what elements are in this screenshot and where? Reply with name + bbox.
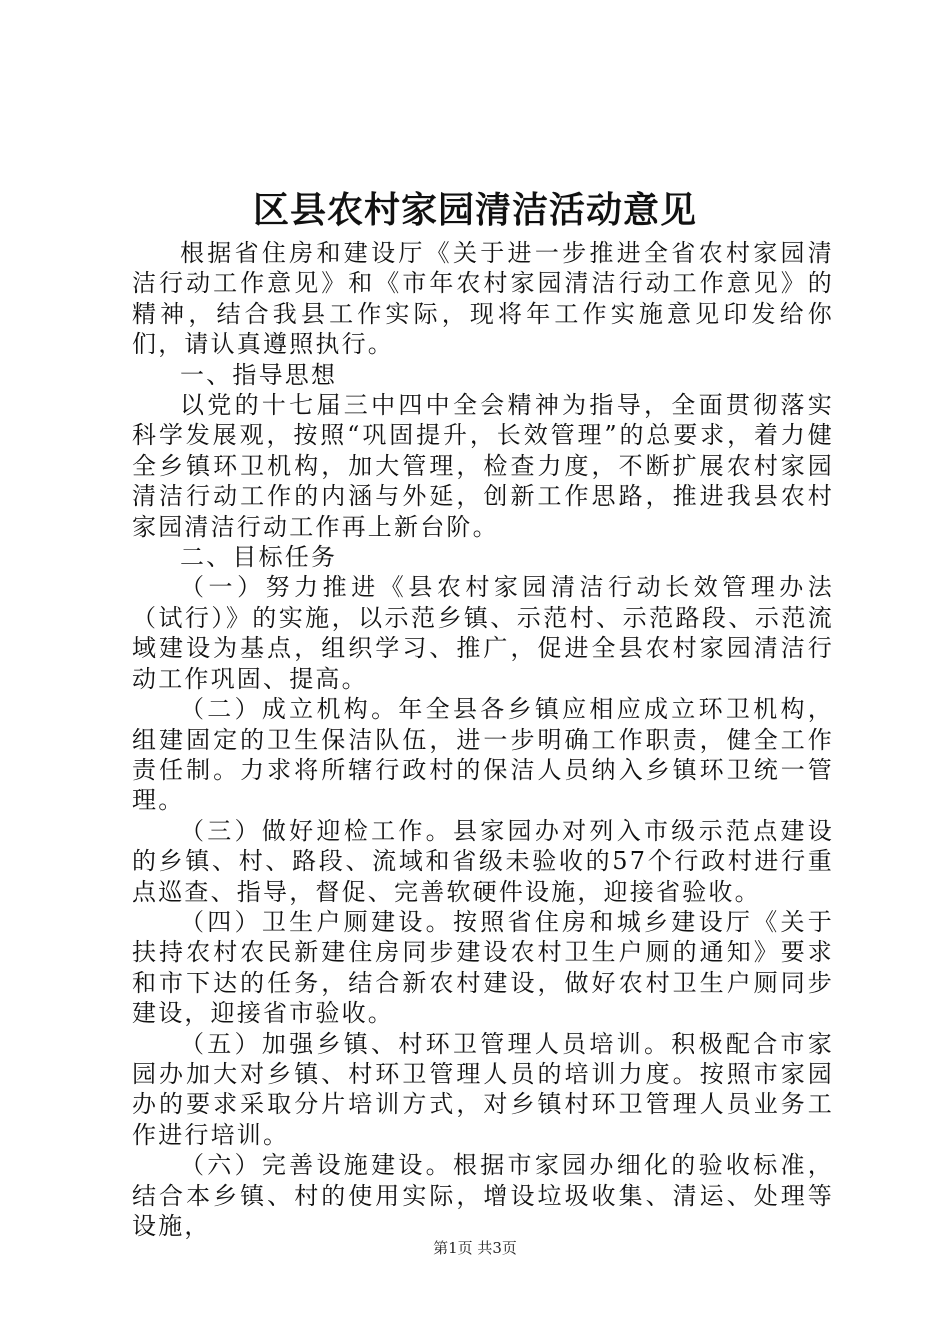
section-heading-guiding-thought: 一、指导思想 — [180, 360, 338, 389]
page-footer: 第1页 共3页 — [433, 1239, 517, 1257]
guiding-thought-paragraph: 以党的十七届三中四中全会精神为指导，全面贯彻落实科学发展观，按照“巩固提升，长效管理”的总要求，着力健全乡镇环卫机构，加大管理，检查力度，不断扩展农村家园清洁行动工作的内涵与外延，创新工作思路，推进我县农村家园清洁行动工作再上新台阶。 — [132, 391, 834, 541]
goal-item-5: （五）加强乡镇、村环卫管理人员培训。积极配合市家园办加大对乡镇、村环卫管理人员的培训力度。按照市家园办的要求采取分片培训方式，对乡镇村环卫管理人员业务工作进行培训。 — [132, 1029, 834, 1149]
goal-item-4: （四）卫生户厕建设。按照省住房和城乡建设厅《关于扶持农村农民新建住房同步建设农村卫生户厕的通知》要求和市下达的任务，结合新农村建设，做好农村卫生户厕同步建设，迎接省市验收。 — [132, 907, 834, 1028]
intro-paragraph: 根据省住房和建设厅《关于进一步推进全省农村家园清洁行动工作意见》和《市年农村家园清洁行动工作意见》的精神，结合我县工作实际，现将年工作实施意见印发给你们，请认真遵照执行。 — [132, 239, 834, 359]
goal-item-1: （一）努力推进《县农村家园清洁行动长效管理办法（试行）》的实施，以示范乡镇、示范村、示范路段、示范流域建设为基点，组织学习、推广，促进全县农村家园清洁行动工作巩固、提高。 — [132, 573, 834, 693]
document-title: 区县农村家园清洁活动意见 — [252, 189, 697, 231]
goal-item-6: （六）完善设施建设。根据市家园办细化的验收标准，结合本乡镇、村的使用实际，增设垃圾收集、清运、处理等设施， — [132, 1151, 834, 1240]
goal-item-3: （三）做好迎检工作。县家园办对列入市级示范点建设的乡镇、村、路段、流域和省级未验收的57个行政村进行重点巡查、指导，督促、完善软硬件设施，迎接省验收。 — [132, 816, 834, 906]
document-body — [132, 238, 834, 1241]
goal-item-2: （二）成立机构。年全县各乡镇应相应成立环卫机构，组建固定的卫生保洁队伍，进一步明确工作职责，健全工作责任制。力求将所辖行政村的保洁人员纳入乡镇环卫统一管理。 — [132, 695, 834, 815]
section-heading-goals: 二、目标任务 — [180, 543, 338, 572]
